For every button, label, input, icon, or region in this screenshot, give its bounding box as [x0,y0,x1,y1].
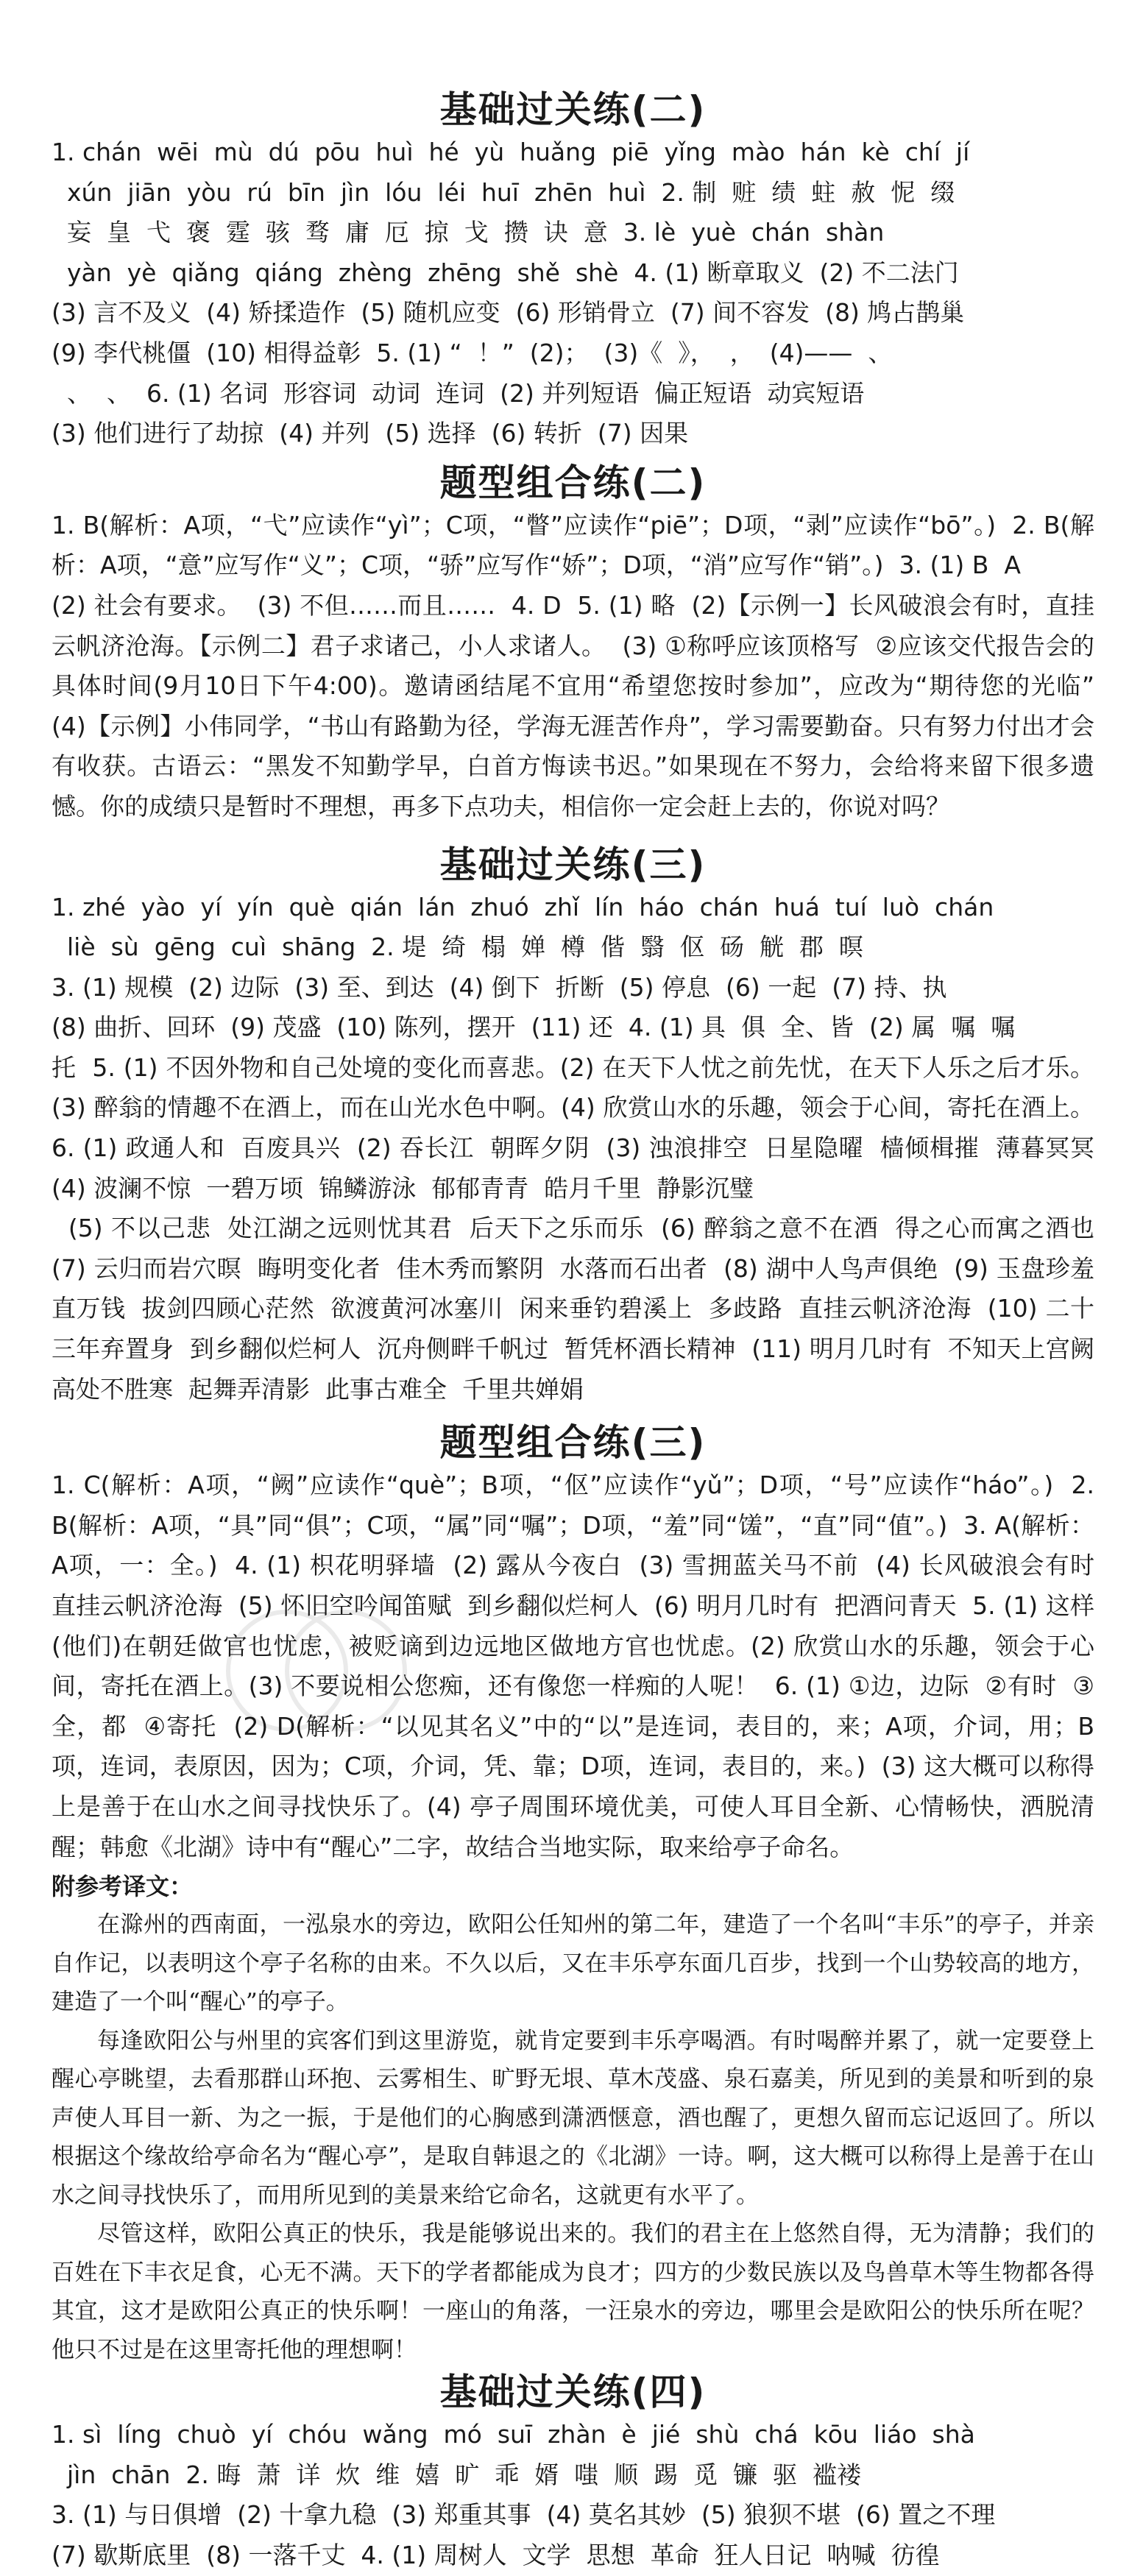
section-body: 1. chán wēi mù dú pōu huì hé yù huǎng piē yǐng mào hán kè chí jí xún jiān yòu rú bīn jìn lóu léi huī zhēn huì 2. 制 赃 绩 蛀 赦 怩 缀 妄 皇 弋 褒 霆 骇 骛 庸 厄 掠 戈 攒 诀 意 3. lè yuè chán shàn yàn yè qiǎng qiáng zhèng zhēng shě shè 4. (1) 断章取义 (2) 不二法门 (3) 言不及义 (4) 矫揉造作 (5) 随机应变 (6) 形销骨立 (7) 间不容发 (8) 鸠占鹊巢 (9) 李代桃僵 (10) 相得益彰 5. (1) “ ！” (2)； (3)《 》， ， (4)—— 、 、 、 6. (1) 名词 形容词 动词 连词 (2) 并列短语 偏正短语 动宾短语 (3) 他们进行了劫掠 (4) 并列 (5) 选择 (6) 转折 (7) 因果 [52,138,970,448]
section-body: 1. zhé yào yí yín què qián lán zhuó zhǐ lín háo chán huá tuí luò chán liè sù gēng cuì shāng 2. 堤 绮 榻 婵 樽 偕 翳 伛 砀 觥 郡 暝 3. (1) 规模 (2) 边际 (3) 至、到达 (4) 倒下 折断 (5) 停息 (6) 一起 (7) 持、执 (8) 曲折、回环 (9) 茂盛 (10) 陈列，摆开 (11) 还 4. (1) 具 俱 全、皆 (2) 属 嘱 嘱 托 5. (1) 不因外物和自己处境的变化而喜悲。(2) 在天下人忧之前先忧，在天下人乐之后才乐。(3) 醉翁的情趣不在酒上，而在山光水色中啊。(4) 欣赏山水的乐趣，领会于心间，寄托在酒上。 6. (1) 政通人和 百废具兴 (2) 吞长江 朝晖夕阴 (3) 浊浪排空 日星隐曜 樯倾楫摧 薄暮冥冥 (4) 波澜不惊 一碧万顷 锦鳞游泳 郁郁青青 皓月千里 静影沉璧 (5) 不以己悲 处江湖之远则忧其君 后天下之乐而乐 (6) 醉翁之意不在酒 得之心而寓之酒也 (7) 云归而岩穴暝 晦明变化者 佳木秀而繁阴 水落而石出者 (8) 湖中人鸟声俱绝 (9) 玉盘珍羞直万钱 拔剑四顾心茫然 欲渡黄河冰塞川 闲来垂钓碧溪上 多歧路 直挂云帆济沧海 (10) 二十三年弃置身 到乡翻似烂柯人 沉舟侧畔千帆过 暂凭杯酒长精神 (11) 明月几时有 不知天上宫阙 高处不胜寒 起舞弄清影 此事古难全 千里共婵娟 [52,892,1095,1404]
section-body: 1. B(解析：A项，“弋”应读作“yì”；C项，“瞥”应读作“piē”；D项，“剥”应读作“bō”。) 2. B(解析：A项，“意”应写作“义”；C项，“骄”应写作“娇”；D项，“消”应写作“销”。) 3. (1) B A (2) 社会有要求。 (3) 不但……而且…… 4. D 5. (1) 略 (2)【示例一】长风破浪会有时，直挂云帆济沧海。【示例二】君子求诸己，小人求诸人。 (3) ①称呼应该顶格写 ②应该交代报告会的具体时间(9月10日下午4:00)。邀请函结尾不宜用“希望您按时参加”，应改为“期待您的光临” (4)【示例】小伟同学，“书山有路勤为径，学海无涯苦作舟”，学习需要勤奋。只有努力付出才会有收获。古语云：“黑发不知勤学早，白首方悔读书迟。”如果现在不努力，会给将来留下很多遗憾。你的成绩只是暂时不理想，再多下点功夫，相信你一定会赶上去的，你说对吗？ [52,510,1094,821]
reference-paragraph: 在滁州的西南面，一泓泉水的旁边，欧阳公任知州的第二年，建造了一个名叫“丰乐”的亭子，并亲自作记，以表明这个亭子名称的由来。不久以后，又在丰乐亭东面几百步，找到一个山势较高的地方，建造了一个叫“醒心”的亭子。 [52,1911,1094,2016]
section-basic-practice-2 [52,0,1094,454]
reference-translation [52,1867,1094,2369]
reference-paragraph: 每逢欧阳公与州里的宾客们到这里游览，就肯定要到丰乐亭喝酒。有时喝醉并累了，就一定要登上醒心亭眺望，去看那群山环抱、云雾相生、旷野无垠、草木茂盛、泉石嘉美，所见到的美景和听到的泉声使人耳目一新、为之一振，于是他们的心胸感到潇洒惬意，酒也醒了，更想久留而忘记返回了。所以根据这个缘故给亭命名为“醒心亭”，是取自韩退之的《北湖》一诗。啊，这大概可以称得上是善于在山水之间寻找快乐了，而用所见到的美景来给它命名，这就更有水平了。 [52,2027,1094,2209]
reference-paragraph: 尽管这样，欧阳公真正的快乐，我是能够说出来的。我们的君主在上悠然自得，无为清静；我们的百姓在下丰衣足食，心无不满。天下的学者都能成为良才；四方的少数民族以及鸟兽草木等生物都各得其宜，这才是欧阳公真正的快乐啊！一座山的角落，一汪泉水的旁边，哪里会是欧阳公的快乐所在呢？他只不过是在这里寄托他的理想啊！ [52,2221,1094,2363]
section-title: 题型组合练(二) [439,461,707,504]
section-combined-practice-2 [52,460,1094,827]
section-title: 题型组合练(三) [439,1421,707,1465]
section-title: 基础过关练(四) [439,2371,707,2414]
section-basic-practice-3 [52,842,1094,1410]
faint-watermark-graphic [221,1604,412,1737]
section-body: 1. sì líng chuò yí chóu wǎng mó suī zhàn è jié shù chá kōu liáo shà jìn chān 2. 晦 萧 详 炊 维 嬉 旷 乖 婿 嗤 顺 踢 觅 镰 驱 褴褛 3. (1) 与日俱增 (2) 十拿九稳 (3) 郑重其事 (4) 莫名其妙 (5) 狼狈不堪 (6) 置之不理 (7) 歇斯底里 (8) 一落千丈 4. (1) 周树人 文学 思想 革命 狂人日记 呐喊 彷徨 [52,2420,996,2569]
section-basic-practice-4 [52,2369,1094,2575]
section-title: 基础过关练(三) [439,843,707,886]
section-title: 基础过关练(二) [439,88,707,131]
section-body: 1. C(解析：A项，“阙”应读作“què”；B项，“伛”应读作“yǔ”；D项，“号”应读作“háo”。) 2. B(解析：A项，“具”同“俱”；C项，“属”同“嘱”；D项，“羞”同“馐”，“直”同“值”。) 3. A(解析：A项，一：全。) 4. (1) 枳花明驿墙 (2) 露从今夜白 (3) 雪拥蓝关马不前 (4) 长风破浪会有时 直挂云帆济沧海 (5) 怀旧空吟闻笛赋 到乡翻似烂柯人 (6) 明月几时有 把酒问青天 5. (1) 这样(他们)在朝廷做官也忧虑，被贬谪到边远地区做地方官也忧虑。(2) 欣赏山水的乐趣，领会于心间，寄托在酒上。(3) 不要说相公您痴，还有像您一样痴的人呢！ 6. (1) ①边，边际 ②有时 ③全，都 ④寄托 (2) D(解析：“以见其名义”中的“以”是连词，表目的，来；A项，介词，用；B项，连词，表原因，因为；C项，介词，凭、靠；D项，连词，表目的，来。) (3) 这大概可以称得上是善于在山水之间寻找快乐了。(4) 亭子周围环境优美，可使人耳目全新、心情畅快，洒脱清醒；韩愈《北湖》诗中有“醒心”二字，故结合当地实际，取来给亭子命名。 [52,1471,1110,1861]
section-combined-practice-3 [52,1420,1110,1867]
reference-title: 附参考译文： [52,1872,194,1901]
